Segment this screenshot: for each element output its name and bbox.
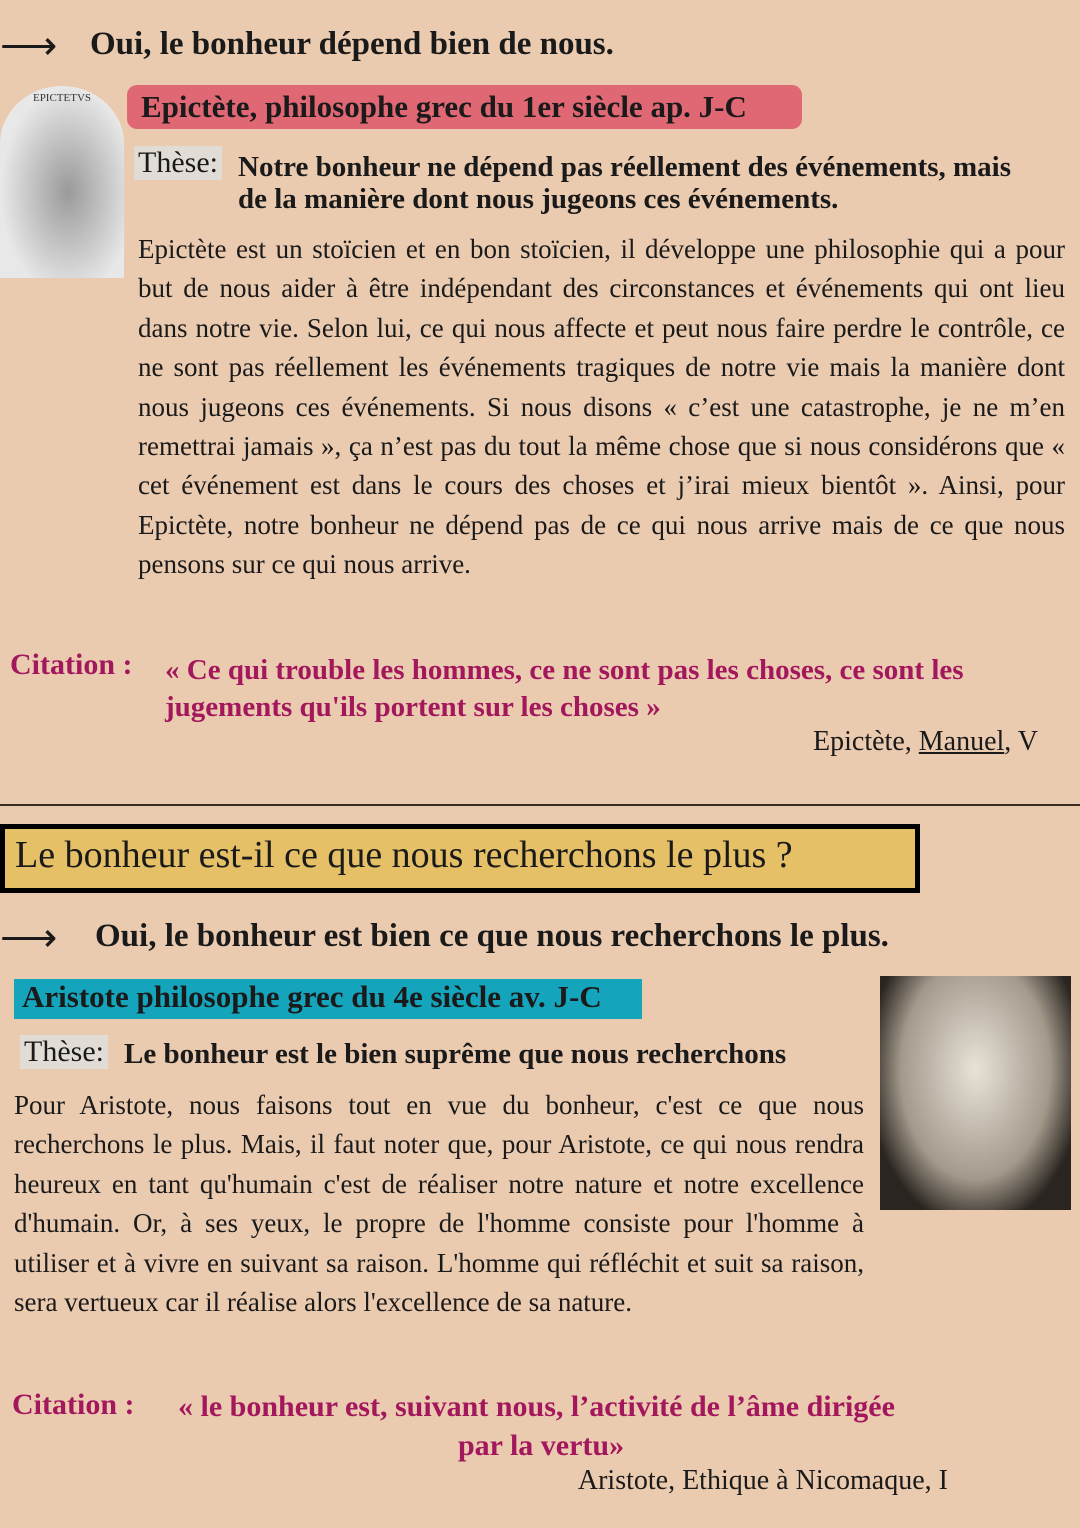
- epictetus-portrait: [0, 86, 124, 278]
- citation-label: Citation :: [12, 1388, 135, 1421]
- source-ref: , V: [1004, 726, 1038, 757]
- arrow-icon: ⟶: [0, 23, 58, 68]
- source-author: Epictète,: [813, 726, 919, 757]
- answer-heading: Oui, le bonheur dépend bien de nous.: [90, 26, 614, 62]
- answer-heading: Oui, le bonheur est bien ce que nous recherchons le plus.: [95, 918, 889, 954]
- these-label: Thèse:: [20, 1035, 108, 1069]
- citation-text: « Ce qui trouble les hommes, ce ne sont pas les choses, ce sont les jugements qu'ils portent sur les choses »: [165, 654, 964, 723]
- these-text: Notre bonheur ne dépend pas réellement des événements, mais de la manière dont nous jugeons ces événements.: [238, 151, 1012, 215]
- citation-text-line1: « le bonheur est, suivant nous, l’activité de l’âme dirigée: [178, 1390, 895, 1423]
- question-heading: Le bonheur est-il ce que nous recherchons le plus ?: [0, 824, 920, 893]
- philosopher-label: Epictète, philosophe grec du 1er siècle ap. J-C: [127, 85, 802, 129]
- these-text: Le bonheur est le bien suprême que nous recherchons: [124, 1038, 787, 1070]
- portrait-label: EPICTETVS: [32, 92, 92, 104]
- citation-label: Citation :: [10, 648, 133, 681]
- body-paragraph: Pour Aristote, nous faisons tout en vue du bonheur, c'est ce que nous recherchons le plus. Mais, il faut noter que, pour Aristote, ce qui nous rendra heureux en tant qu'humain c'est de réaliser notre nature et notre excellence d'humain. Or, à ses yeux, le propre de l'homme consiste pour l'homme à utiliser et à vivre en suivant sa raison. L'homme qui réfléchit et suit sa raison, sera vertueux car il réalise alors l'excellence de sa nature.: [14, 1090, 864, 1318]
- these-label: Thèse:: [134, 146, 222, 180]
- philosopher-label: Aristote philosophe grec du 4e siècle av. J-C: [14, 979, 642, 1019]
- body-paragraph: Epictète est un stoïcien et en bon stoïcien, il développe une philosophie qui a pour but de nous aider à être indépendant des circonstances et événements qui ont lieu dans notre vie. Selon lui, ce qui nous affecte et peut nous faire perdre le contrôle, ce ne sont pas réellement les événements tragiques de notre vie mais la manière dont nous jugeons ces événements. Si nous disons « c’est une catastrophe, je ne m’en remettrai jamais », ça n’est pas du tout la même chose que si nous considérons que « cet événement est dans le cours des choses et j’irai mieux bientôt ». Ainsi, pour Epictète, notre bonheur ne dépend pas de ce qui nous arrive mais de ce que nous pensons sur ce qui nous arrive.: [138, 234, 1065, 580]
- citation-source: Aristote, Ethique à Nicomaque, I: [577, 1465, 948, 1496]
- divider: [0, 804, 1080, 806]
- source-work: Manuel: [918, 726, 1005, 757]
- citation-source: [813, 726, 1038, 758]
- arrow-icon: ⟶: [0, 915, 58, 960]
- aristotle-portrait: [880, 976, 1071, 1210]
- citation-text-line2: par la vertu»: [458, 1429, 625, 1462]
